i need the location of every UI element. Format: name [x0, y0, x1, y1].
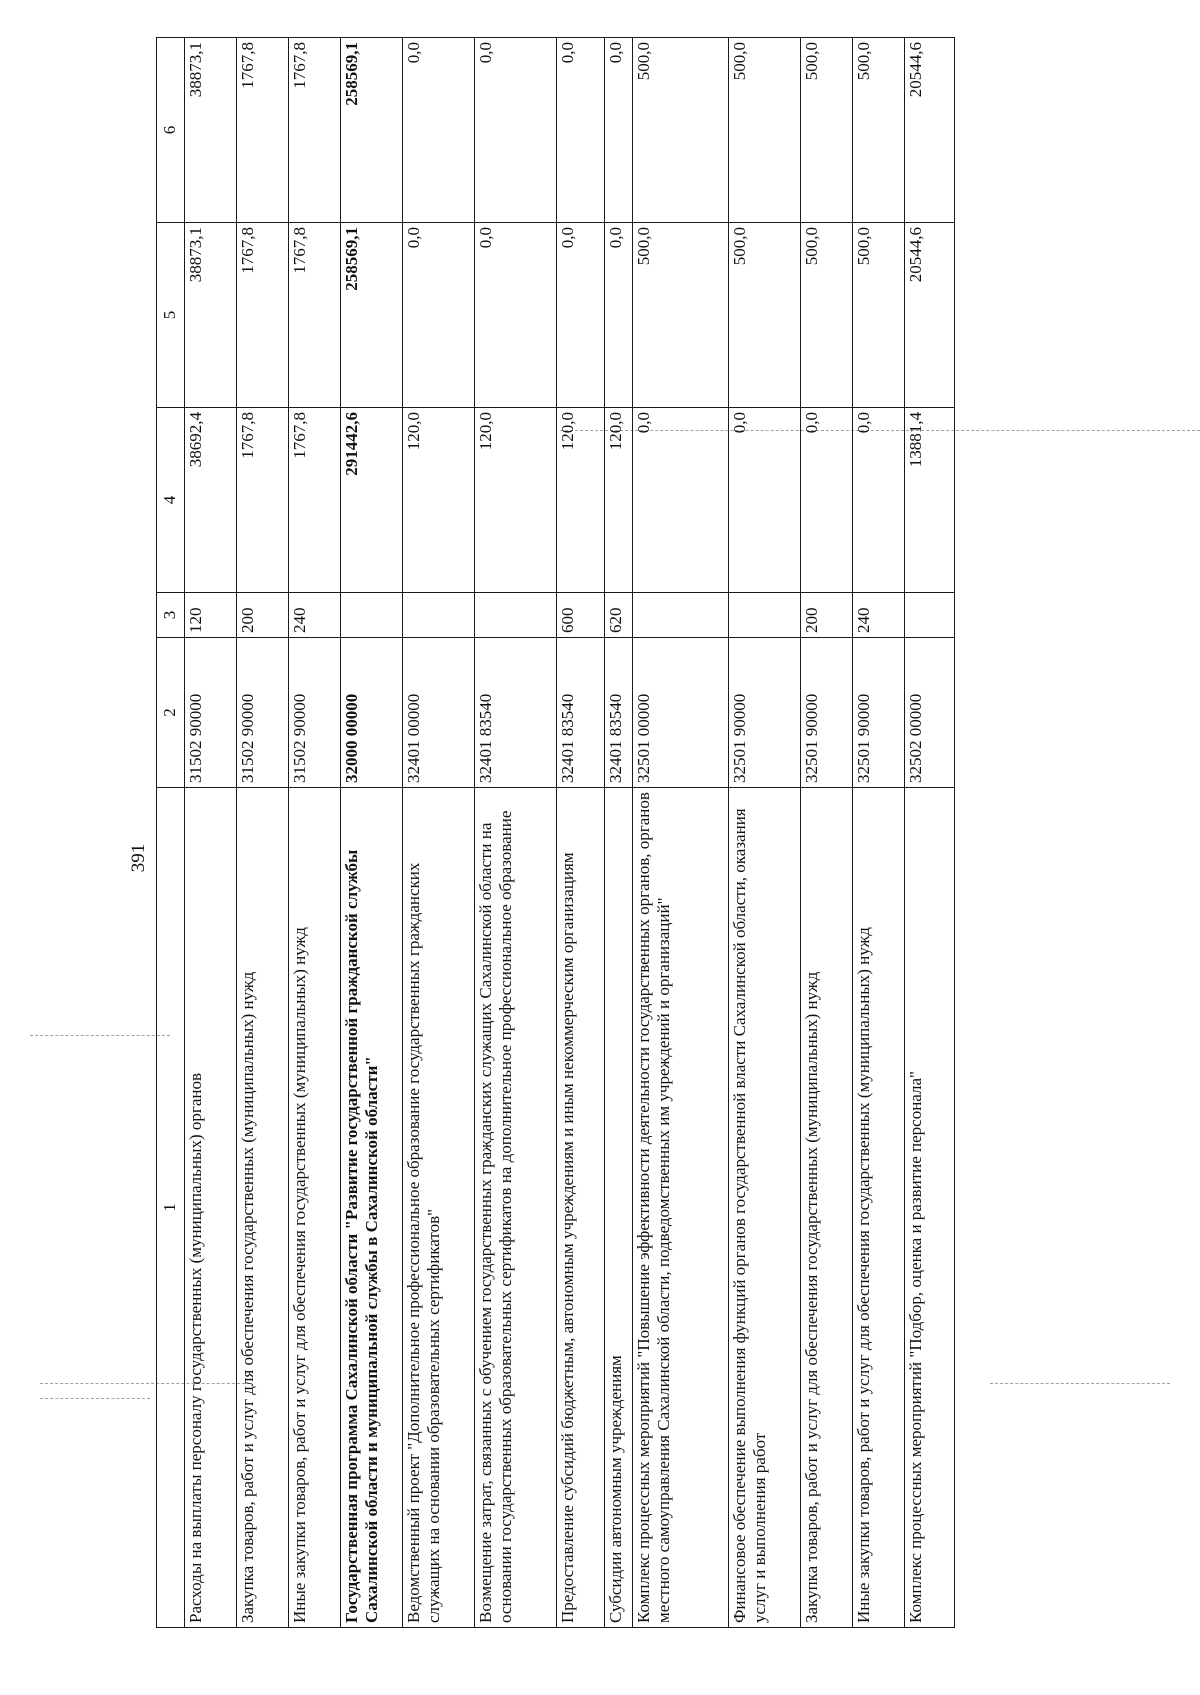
row-type-cell: [729, 593, 801, 638]
row-name-cell: Расходы на выплаты персоналу государственных (муниципальных) органов: [185, 788, 237, 1628]
row-value-col6: 500,0: [801, 38, 853, 223]
row-type-cell: 620: [605, 593, 633, 638]
row-type-cell: [633, 593, 729, 638]
row-value-col5: 1767,8: [237, 223, 289, 408]
row-value-col6: 0,0: [605, 38, 633, 223]
row-value-col5: 0,0: [605, 223, 633, 408]
row-code-cell: 32401 83540: [475, 638, 557, 788]
row-value-col4: 1767,8: [289, 408, 341, 593]
table-row: [605, 38, 633, 1628]
row-value-col6: 0,0: [557, 38, 605, 223]
table-row: [633, 38, 729, 1628]
row-code-cell: 32501 90000: [729, 638, 801, 788]
row-code-cell: 31502 90000: [185, 638, 237, 788]
table-row: [341, 38, 403, 1628]
table-row: [853, 38, 905, 1628]
row-code-cell: 32401 83540: [557, 638, 605, 788]
row-name-cell: Возмещение затрат, связанных с обучением государственных гражданских служащих Сахалинской области на основании государственных образовательных сертификатов на дополнительное профессиональное образование: [475, 788, 557, 1628]
row-type-cell: 240: [853, 593, 905, 638]
table-row: [289, 38, 341, 1628]
row-code-cell: 32401 83540: [605, 638, 633, 788]
row-value-col6: 500,0: [633, 38, 729, 223]
row-value-col5: 500,0: [853, 223, 905, 408]
row-value-col6: 500,0: [729, 38, 801, 223]
table-row: [729, 38, 801, 1628]
row-value-col5: 0,0: [475, 223, 557, 408]
row-value-col5: 0,0: [403, 223, 475, 408]
row-value-col6: 258569,1: [341, 38, 403, 223]
table-row: [185, 38, 237, 1628]
row-value-col6: 500,0: [853, 38, 905, 223]
row-value-col5: 1767,8: [289, 223, 341, 408]
row-type-cell: [403, 593, 475, 638]
row-name-cell: Иные закупки товаров, работ и услуг для обеспечения государственных (муниципальных) нужд: [853, 788, 905, 1628]
row-value-col4: 120,0: [403, 408, 475, 593]
page-number: 391: [128, 843, 149, 873]
row-value-col6: 1767,8: [237, 38, 289, 223]
budget-table: [156, 37, 955, 1628]
table-row: [403, 38, 475, 1628]
row-name-cell: Закупка товаров, работ и услуг для обеспечения государственных (муниципальных) нужд: [237, 788, 289, 1628]
row-code-cell: 32501 90000: [853, 638, 905, 788]
row-value-col6: 1767,8: [289, 38, 341, 223]
table-row: [801, 38, 853, 1628]
row-type-cell: 120: [185, 593, 237, 638]
row-name-cell: Комплекс процессных мероприятий "Повышение эффективности деятельности государственных органов, органов местного самоуправления Сахалинской области, подведомственных им учреждений и организаций": [633, 788, 729, 1628]
row-value-col4: 0,0: [801, 408, 853, 593]
table-header-row: [157, 38, 185, 1628]
row-value-col4: 291442,6: [341, 408, 403, 593]
row-value-col4: 1767,8: [237, 408, 289, 593]
column-header: 3: [157, 593, 185, 638]
row-code-cell: 32502 00000: [905, 638, 955, 788]
row-code-cell: 31502 90000: [289, 638, 341, 788]
row-name-cell: Комплекс процессных мероприятий "Подбор, оценка и развитие персонала": [905, 788, 955, 1628]
row-value-col4: 0,0: [633, 408, 729, 593]
table-row: [905, 38, 955, 1628]
column-header: 1: [157, 788, 185, 1628]
row-code-cell: 32501 00000: [633, 638, 729, 788]
column-header: 6: [157, 38, 185, 223]
table-row: [237, 38, 289, 1628]
table-row: [475, 38, 557, 1628]
row-value-col5: 500,0: [801, 223, 853, 408]
row-name-cell: Предоставление субсидий бюджетным, автономным учреждениям и иным некоммерческим организациям: [557, 788, 605, 1628]
row-type-cell: 600: [557, 593, 605, 638]
column-header: 5: [157, 223, 185, 408]
column-header: 4: [157, 408, 185, 593]
row-name-cell: Субсидии автономным учреждениям: [605, 788, 633, 1628]
row-type-cell: [475, 593, 557, 638]
row-name-cell: Государственная программа Сахалинской области "Развитие государственной гражданской службы Сахалинской области и муниципальной службы в Сахалинской области": [341, 788, 403, 1628]
table-row: [557, 38, 605, 1628]
row-value-col4: 13881,4: [905, 408, 955, 593]
row-value-col5: 0,0: [557, 223, 605, 408]
row-code-cell: 32501 90000: [801, 638, 853, 788]
row-code-cell: 31502 90000: [237, 638, 289, 788]
row-value-col4: 120,0: [475, 408, 557, 593]
row-code-cell: 32000 00000: [341, 638, 403, 788]
row-code-cell: 32401 00000: [403, 638, 475, 788]
row-value-col5: 500,0: [729, 223, 801, 408]
row-value-col5: 500,0: [633, 223, 729, 408]
row-type-cell: [341, 593, 403, 638]
row-type-cell: 240: [289, 593, 341, 638]
row-name-cell: Ведомственный проект "Дополнительное профессиональное образование государственных гражданских служащих на основании образовательных сертификатов": [403, 788, 475, 1628]
row-value-col4: 38692,4: [185, 408, 237, 593]
row-value-col6: 0,0: [403, 38, 475, 223]
row-value-col5: 258569,1: [341, 223, 403, 408]
row-value-col5: 20544,6: [905, 223, 955, 408]
row-value-col6: 38873,1: [185, 38, 237, 223]
row-value-col4: 120,0: [605, 408, 633, 593]
rotated-page-content: [128, 38, 1058, 1628]
row-value-col6: 20544,6: [905, 38, 955, 223]
row-name-cell: Иные закупки товаров, работ и услуг для обеспечения государственных (муниципальных) нужд: [289, 788, 341, 1628]
row-value-col5: 38873,1: [185, 223, 237, 408]
row-value-col4: 0,0: [853, 408, 905, 593]
row-type-cell: [905, 593, 955, 638]
table-body: [185, 38, 955, 1628]
row-value-col6: 0,0: [475, 38, 557, 223]
row-type-cell: 200: [237, 593, 289, 638]
column-header: 2: [157, 638, 185, 788]
row-name-cell: Финансовое обеспечение выполнения функций органов государственной власти Сахалинской области, оказания услуг и выполнения работ: [729, 788, 801, 1628]
row-value-col4: 0,0: [729, 408, 801, 593]
row-name-cell: Закупка товаров, работ и услуг для обеспечения государственных (муниципальных) нужд: [801, 788, 853, 1628]
row-value-col4: 120,0: [557, 408, 605, 593]
row-type-cell: 200: [801, 593, 853, 638]
